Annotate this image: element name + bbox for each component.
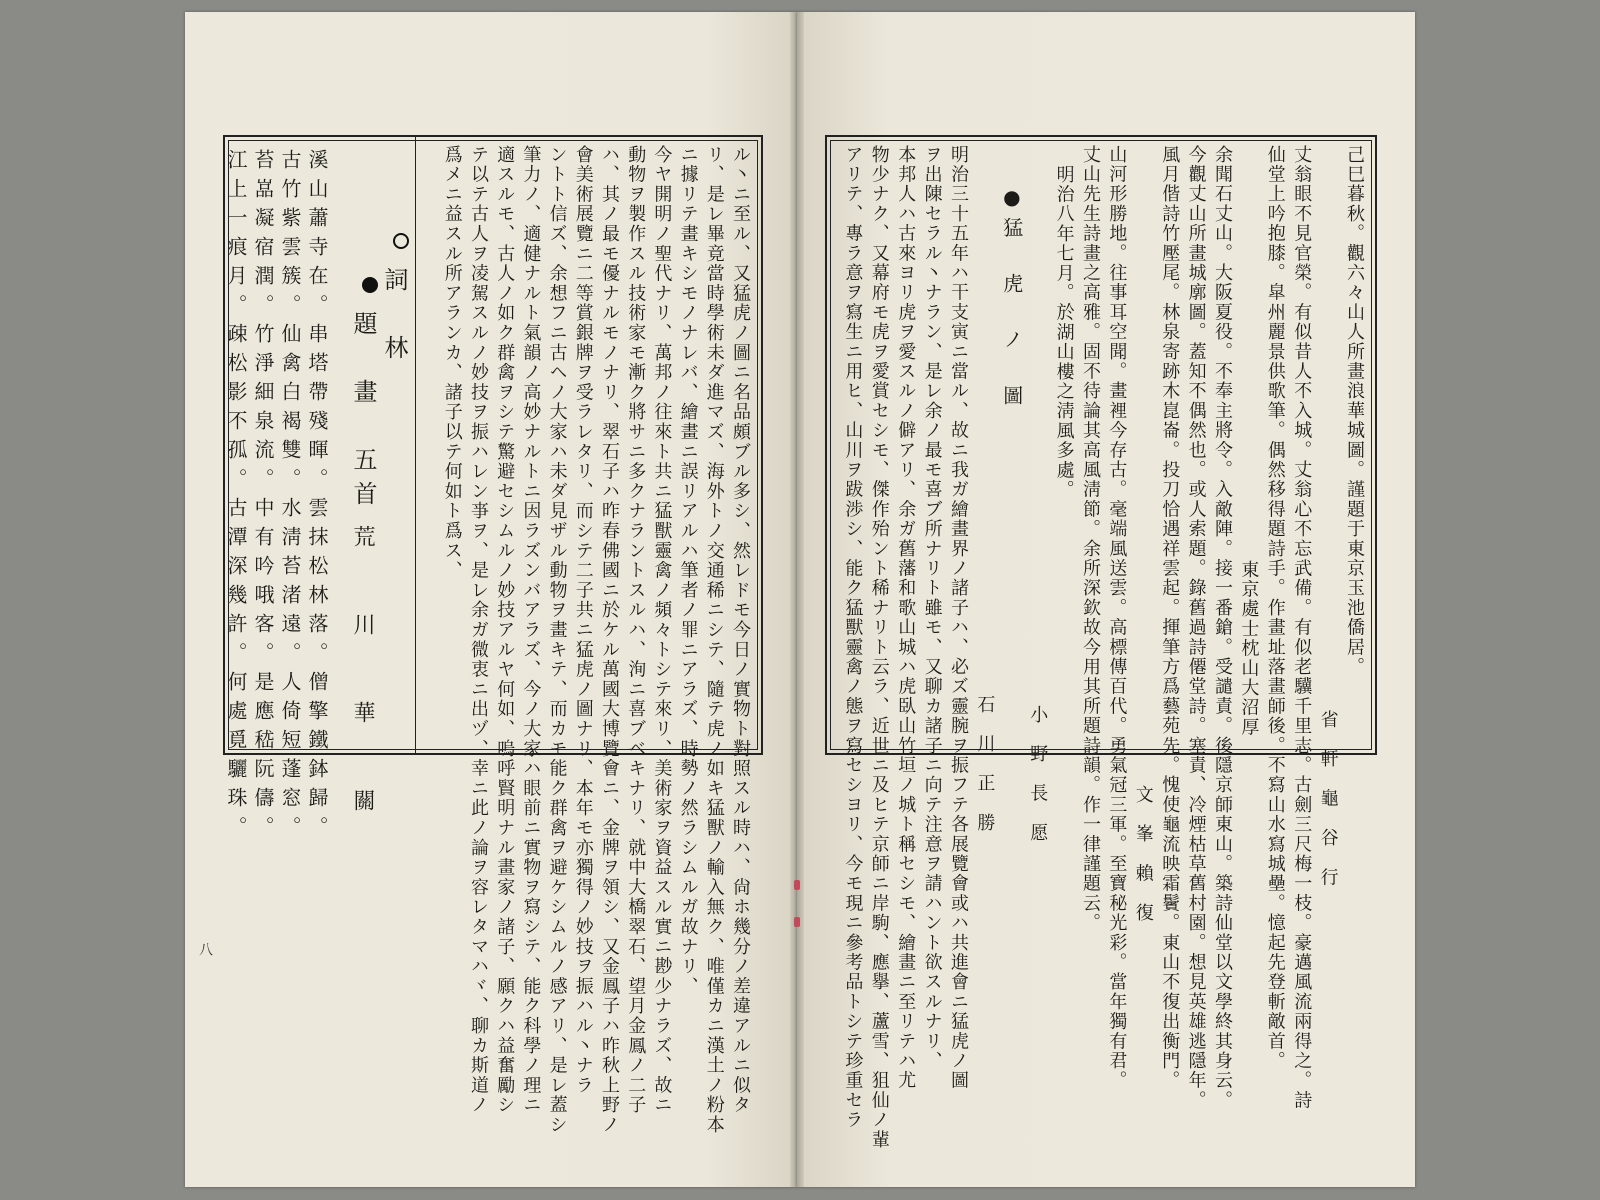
text-column: 山河形勝地。往事耳空聞。畫裡今存古。毫端風送雲。高標傳百代。勇氣冠三軍。至寶秘光彩。當年獨有君。 <box>1106 145 1128 1091</box>
essay-column: テ以テ古人ヲ凌駕スルノ妙技ヲ振ハレン亊ヲ、是レ余ガ微衷ニ出ヅ、幸ニ此ノ論ヲ容レタマハヾ、聊カ斯道ノ <box>468 145 489 1116</box>
text-column: 物少ナク、又幕府モ虎ヲ愛賞セシモ、傑作殆ント稀ナリト云ラ、近世ニ及ヒテ京師ニ岸駒、應擧、蘆雪、狙仙ノ輩 <box>868 145 890 1150</box>
essay-column: 今ヤ開明ノ聖代ナリ、萬邦ノ往來ト共ニ猛獸靈禽ノ頻々トシテ來リ、美術家ヲ資益スル實ニ尠少ナラズ、故ニ <box>651 145 673 1116</box>
text-column: 丈翁眼不見官榮。有似昔人不入城。丈翁心不忘武備。有似老驥千里志。古劍三尺梅一枝。豪邁風流兩得之。詩 <box>1291 145 1313 1111</box>
text-column: 石 川 正 勝 <box>974 695 996 833</box>
open-circle-icon <box>393 233 409 249</box>
essay-column: ハ、其ノ最モ優ナルモノナリ、翠石子ハ昨春佛國ニ於ケル萬國大博覽會ニ、金牌ヲ領シ、又金鳳子ハ昨秋上野ノ <box>599 145 620 1135</box>
book-gutter <box>790 12 804 1187</box>
text-column: 己巳暮秋。觀六々山人所畫浪華城圖。謹題于東京玉池僑居。 <box>1344 145 1365 677</box>
text-column: 東京處士枕山大沼厚 <box>1238 560 1260 738</box>
poem-author: 荒 川 華 關 <box>350 525 375 833</box>
essay-column: ニ據リテ畫キシモノナレバ、繪畫ニ誤リアルハ筆者ノ罪ニアラズ、時勢ノ然ラシムルガ故ナリ、 <box>677 145 699 997</box>
poem-column: 江上一痕月。疎松影不孤。古潭深幾許。何處覓驪珠。 <box>224 149 248 845</box>
text-column: ヲ出陳セラル丶ナラン、是レ余ノ最モ喜ブ所ナリト雖モ、又聊カ諸子ニ向テ注意ヲ請ハント欲スルナリ、 <box>921 145 943 1071</box>
text-column: 明治三十五年ハ干支寅ニ當ル、故ニ我ガ繪畫界ノ諸子ハ、必ズ靈腕ヲ振フテ各展覽會或ハ共進會ニ猛虎ノ圖 <box>948 145 969 1091</box>
poem-subtitle: 題 畫 五首 <box>351 277 378 515</box>
text-column: 風月偕詩竹壓尾。林泉寄跡木崑崙。投刀恰遇祥雲起。揮筆方爲藝苑先。愧使龜流映霜鬢。東山不復出衡門。 <box>1159 145 1181 1091</box>
article-heading: ●猛 虎 ノ 圖 <box>999 185 1024 413</box>
essay-column: リ、是レ畢竟當時學術未ダ進マズ、海外トノ交通稀ニシテ、隨テ虎ノ如キ猛獸ノ輸入無ク、唯僅カニ漢土ノ粉本 <box>703 145 725 1135</box>
binding-stitch <box>794 917 800 927</box>
essay-column: 會美術展覽ニ二等賞銀牌ヲ受ラレタリ、而シテ二子共ニ猛虎ノ圖ナリ、本年モ亦獨得ノ妙技ヲ振ハル丶ナラ <box>572 145 594 1096</box>
essay-column: 動物ヲ製作スル技術家モ漸ク將サニ多クナラントスルハ、洵ニ喜ブベキナリ、就中大橋翠石、望月金鳳ノ二子 <box>625 145 647 1116</box>
essay-column: ントト信ズ、余想フニ古ヘノ大家ハ未ダ見ザル動物ヲ畫キテ、而カモ能ク群禽ヲ避ケシムルノ感アリ、是レ蓋シ <box>546 145 568 1135</box>
text-column: 今觀丈山所畫城廓圖。蓋知不偶然也。或人索題。錄舊過詩僊堂詩。塞責、冷煙枯草舊村園。想見英雄逃隱年。 <box>1185 145 1207 1111</box>
essay-column: ル丶ニ至ル、又猛虎ノ圖ニ名品頗ブル多シ、然レドモ今日ノ實物ト對照スル時ハ、尙ホ幾分ノ差違アルニ似タ <box>730 145 751 1116</box>
left-text-frame <box>223 135 763 1135</box>
text-column: 小 野 長 愿 <box>1027 705 1049 843</box>
text-column: 仙堂上吟抱膝。皐州麗景供歌筆。偶然移得題詩手。作畫址落畫師後。不寫山水寫城壘。憶起先登斬敵首。 <box>1264 145 1286 1071</box>
poem-column: 溪山蕭寺在。串塔帶殘暉。雲抹松林落。僧擎鐵鉢歸。 <box>305 149 329 845</box>
text-column: 省 軒 龜 谷 行 <box>1317 710 1339 888</box>
essay-column: 適スルモ、古人ノ如ク群禽ヲシテ驚避セシムルノ妙技アルヤ何如、嗚呼賢明ナル畫家ノ諸子、願クハ益奮勵シ <box>494 145 516 1116</box>
open-book <box>185 12 1415 1187</box>
text-column: 丈山先生詩畫之高雅。固不待論其高風淸節。余所深欽故今用其所題詩韻。作一律謹題云。 <box>1080 145 1101 933</box>
section-title: 詞 林 <box>382 233 409 369</box>
right-text-frame <box>825 135 1377 1150</box>
page-number: 八 <box>197 942 213 956</box>
text-column: 明治八年七月。於湖山樓之淸風多處。 <box>1053 165 1075 500</box>
filled-circle-icon <box>362 277 378 293</box>
poem-column: 苔嵓凝宿潤。竹淨細泉流。中有吟哦客。是應嵇阮儔。 <box>251 149 275 845</box>
column-divider <box>415 137 416 753</box>
text-column: 文 峯 賴 復 <box>1132 785 1154 923</box>
essay-column: 爲メニ益スル所アランカ、諸子以テ何如ト爲ス、 <box>441 145 463 581</box>
text-column: アリテ、專ラ意ヲ寫生ニ用ヒ、山川ヲ跋渉シ、能ク猛獸靈禽ノ態ヲ寫セシヨリ、今モ現ニ參考品トシテ珍重セラ <box>842 145 864 1130</box>
poem-column: 古竹紫雲簇。仙禽白褐雙。水淸苔渚遠。人倚短蓬窓。 <box>278 149 302 845</box>
binding-stitch <box>794 880 800 890</box>
essay-column: 筆力ノ、適健ナルト氣韻ノ高妙ナルトニ因ラズンバアラズ、今ノ大家ハ眼前ニ實物ヲ寫シテ、能ク科學ノ理ニ <box>520 145 542 1116</box>
text-column: 余聞石丈山。大阪夏役。不奉主將令。入敵陣。接一番鎗。受譴責。後隱京師東山。築詩仙堂以文學終其身云。 <box>1212 145 1233 1111</box>
text-column: 本邦人ハ古來ヨリ虎ヲ愛スルノ僻アリ、余ガ舊藩和歌山城ハ虎臥山竹垣ノ城ト稱セシモ、繪畫ニ至リテハ尤 <box>895 145 917 1091</box>
